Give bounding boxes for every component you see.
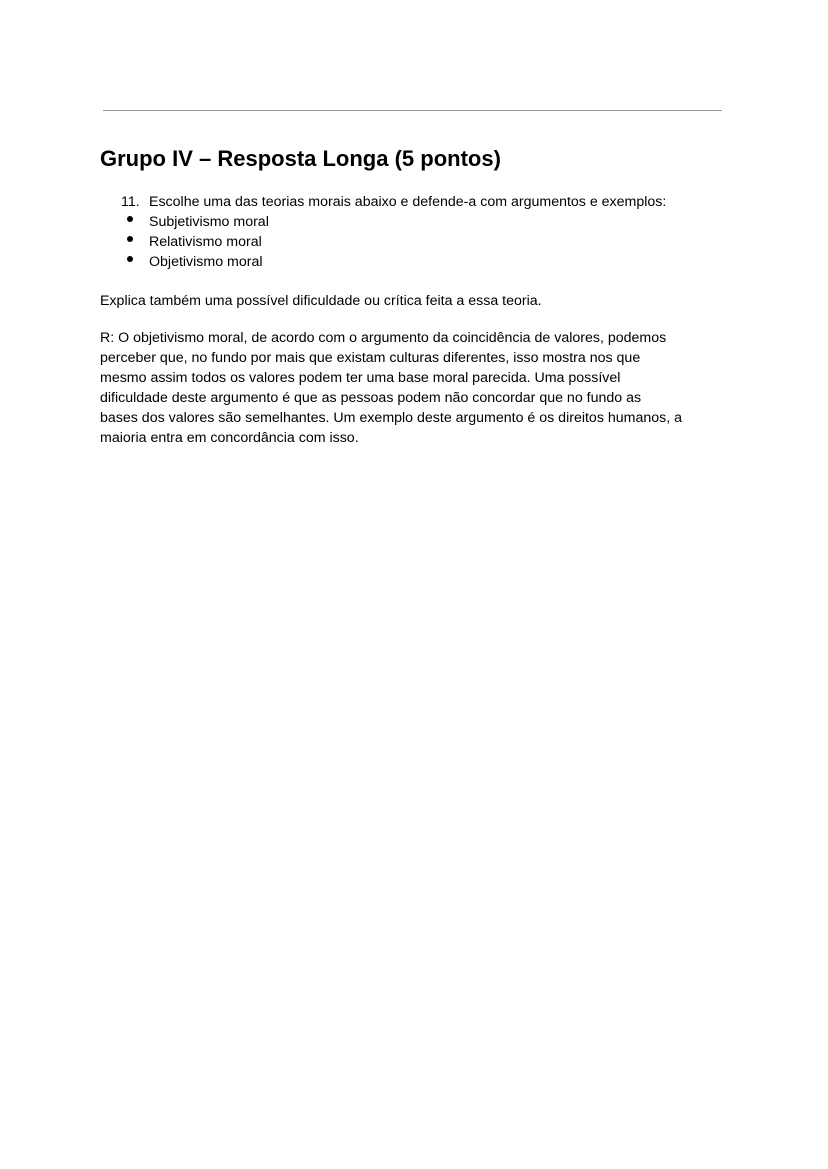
answer-line: maioria entra em concordância com isso.	[100, 430, 359, 446]
option-label: Relativismo moral	[149, 234, 262, 250]
document-content	[100, 143, 730, 448]
section-heading: Grupo IV – Resposta Longa (5 pontos)	[100, 146, 501, 171]
list-item	[121, 212, 730, 232]
list-item	[121, 232, 730, 252]
horizontal-rule	[103, 110, 722, 111]
answer-line: perceber que, no fundo por mais que existam culturas diferentes, isso mostra nos que	[100, 350, 641, 366]
option-label: Objetivismo moral	[149, 254, 263, 270]
answer-line: R: O objetivismo moral, de acordo com o argumento da coincidência de valores, podemos	[100, 330, 667, 346]
question-text: Escolhe uma das teorias morais abaixo e defende-a com argumentos e exemplos:	[149, 194, 667, 210]
question-block	[100, 192, 730, 272]
question-line	[121, 192, 730, 212]
answer-line: dificuldade deste argumento é que as pessoas podem não concordar que no fundo as	[100, 390, 642, 406]
answer-line: mesmo assim todos os valores podem ter uma base moral parecida. Uma possível	[100, 370, 621, 386]
option-label: Subjetivismo moral	[149, 214, 269, 230]
question-number: 11.	[121, 194, 140, 210]
answer-line: bases dos valores são semelhantes. Um exemplo deste argumento é os direitos humanos, a	[100, 410, 682, 426]
options-list	[121, 212, 730, 272]
instruction-text: Explica também uma possível dificuldade ou crítica feita a essa teoria.	[100, 293, 542, 309]
answer-paragraph	[100, 328, 730, 448]
list-item	[121, 252, 730, 272]
